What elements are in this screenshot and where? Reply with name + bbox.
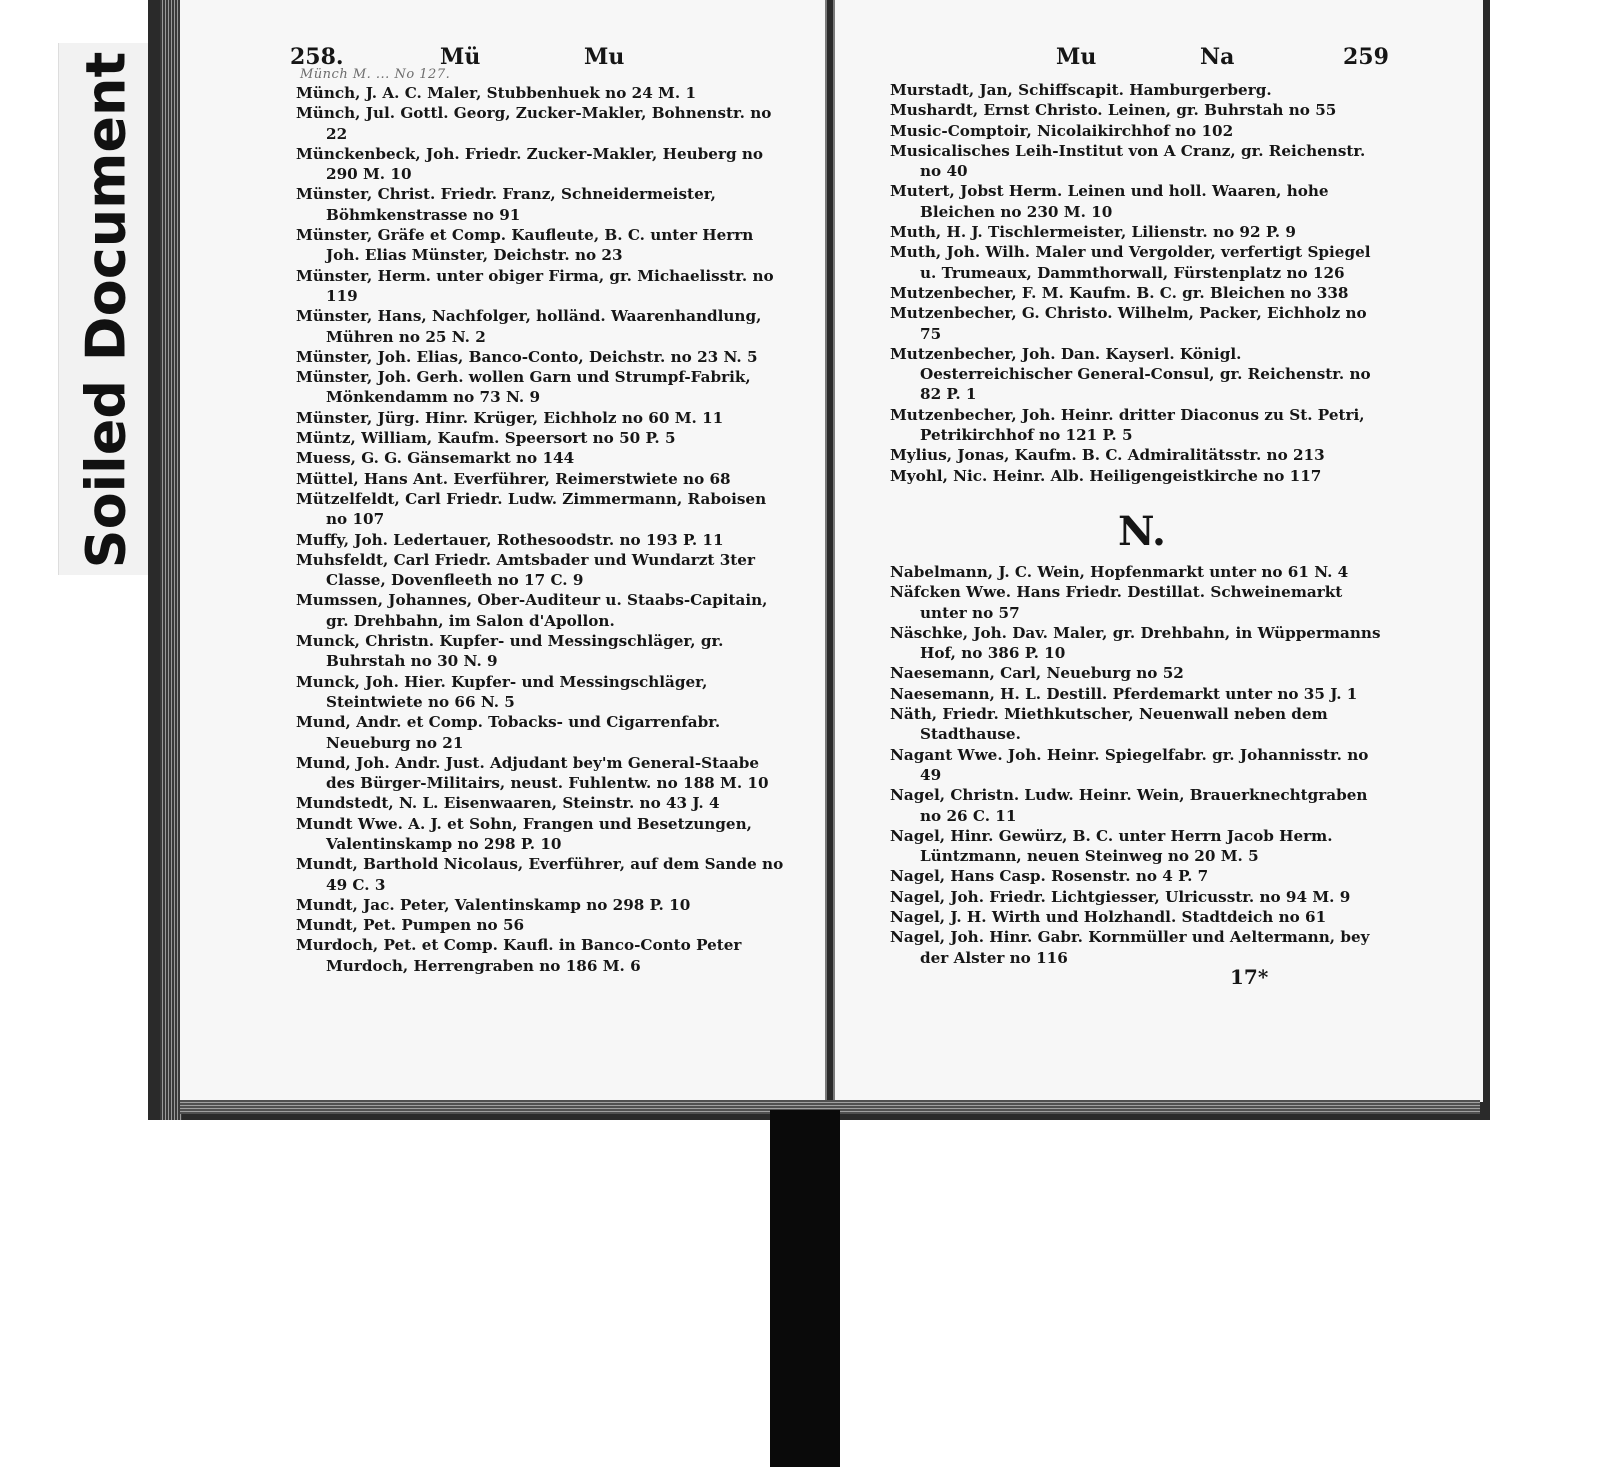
directory-entry: Murdoch, Pet. et Comp. Kaufl. in Banco-Conto Peter Murdoch, Herrengraben no 186 M. 6 [296,936,742,975]
directory-entry: Münster, Christ. Friedr. Franz, Schneidermeister, Böhmkenstrasse no 91 [296,185,716,224]
signature-mark: 17* [1230,965,1269,989]
handwritten-note: Münch M. ... No 127. [300,67,451,82]
directory-entry: Nagant Wwe. Joh. Heinr. Spiegelfabr. gr. Johannisstr. no 49 [890,745,1369,784]
directory-entry: Mutzenbecher, G. Christo. Wilhelm, Packer, Eichholz no 75 [890,304,1367,343]
directory-entry: Mutzenbecher, Joh. Dan. Kayserl. Königl. Oesterreichischer General-Consul, gr. Reichenstr. no 82 P. 1 [890,344,1371,404]
directory-entry: Münster, Hans, Nachfolger, holländ. Waarenhandlung, Mühren no 25 N. 2 [296,307,762,346]
directory-entry: Music-Comptoir, Nicolaikirchhof no 102 [890,121,1234,140]
directory-entry: Mundt, Pet. Pumpen no 56 [296,916,525,935]
directory-entry: Mundt, Barthold Nicolaus, Everführer, auf dem Sande no 49 C. 3 [296,855,784,894]
right-header-left: Mu [1056,44,1097,70]
directory-entry: Münster, Gräfe et Comp. Kaufleute, B. C. unter Herrn Joh. Elias Münster, Deichstr. no 23 [296,226,754,265]
directory-entry: Muhsfeldt, Carl Friedr. Amtsbader und Wundarzt 3ter Classe, Dovenfleeth no 17 C. 9 [296,550,755,590]
directory-entry: Murstadt, Jan, Schiffscapit. Hamburgerberg. [890,81,1272,99]
directory-entry: Munck, Christn. Kupfer- und Messingschläger, gr. Buhrstah no 30 N. 9 [296,632,724,671]
directory-entry: Münch, Jul. Gottl. Georg, Zucker-Makler, Bohnenstr. no 22 [296,104,772,143]
directory-entry: Nagel, Joh. Friedr. Lichtgiesser, Ulricusstr. no 94 M. 9 [890,887,1351,906]
directory-entry: Mund, Joh. Andr. Just. Adjudant bey'm General-Staabe des Bürger-Militairs, neust. Fuhlentw. no 188 M. 10 [296,753,769,793]
directory-entry: Mund, Andr. et Comp. Tobacks- und Cigarrenfabr. Neueburg no 21 [296,713,721,752]
stamp-label: Soiled Document [74,51,138,569]
directory-entry: Münster, Joh. Elias, Banco-Conto, Deichstr. no 23 N. 5 [296,347,758,366]
left-page-number: 258. [290,44,344,70]
directory-entry: Nagel, Christn. Ludw. Heinr. Wein, Brauerknechtgraben no 26 C. 11 [890,786,1368,825]
directory-entry: Mützelfeldt, Carl Friedr. Ludw. Zimmermann, Raboisen no 107 [296,489,767,529]
directory-entry: Nagel, Hans Casp. Rosenstr. no 4 P. 7 [890,867,1209,886]
directory-entry: Nabelmann, J. C. Wein, Hopfenmarkt unter no 61 N. 4 [890,563,1349,581]
directory-entry: Nagel, Hinr. Gewürz, B. C. unter Herrn Jacob Herm. Lüntzmann, neuen Steinweg no 20 M. 5 [890,826,1333,866]
directory-entry: Mundt Wwe. A. J. et Sohn, Frangen und Besetzungen, Valentinskamp no 298 P. 10 [296,814,752,853]
right-directory-entries-m [890,80,1385,486]
directory-entry: Münster, Jürg. Hinr. Krüger, Eichholz no 60 M. 11 [296,408,724,427]
directory-entry: Nagel, J. H. Wirth und Holzhandl. Stadtdeich no 61 [890,908,1327,927]
directory-entry: Mundstedt, N. L. Eisenwaaren, Steinstr. no 43 J. 4 [296,794,720,813]
directory-entry: Mutzenbecher, F. M. Kaufm. B. C. gr. Bleichen no 338 [890,283,1349,302]
directory-entry: Mushardt, Ernst Christo. Leinen, gr. Buhrstah no 55 [890,101,1337,120]
directory-entry: Muth, Joh. Wilh. Maler und Vergolder, verfertigt Spiegel u. Trumeaux, Dammthorwall, Fürstenplatz no 126 [890,243,1371,282]
directory-entry: Münster, Joh. Gerh. wollen Garn und Strumpf-Fabrik, Mönkendamm no 73 N. 9 [296,368,751,407]
section-letter: N. [1118,508,1166,555]
left-directory-entries [296,83,786,976]
directory-entry: Münch, J. A. C. Maler, Stubbenhuek no 24 M. 1 [296,84,697,102]
directory-entry: Naesemann, H. L. Destill. Pferdemarkt unter no 35 J. 1 [890,684,1358,703]
directory-entry: Naesemann, Carl, Neueburg no 52 [890,664,1184,683]
directory-entry: Myohl, Nic. Heinr. Alb. Heiligengeistkirche no 117 [890,466,1322,485]
directory-entry: Muess, G. G. Gänsemarkt no 144 [296,449,575,468]
directory-entry: Mutzenbecher, Joh. Heinr. dritter Diaconus zu St. Petri, Petrikirchhof no 121 P. 5 [890,405,1365,445]
directory-entry: Münster, Herm. unter obiger Firma, gr. Michaelisstr. no 119 [296,266,774,305]
directory-entry: Münckenbeck, Joh. Friedr. Zucker-Makler, Heuberg no 290 M. 10 [296,144,764,184]
directory-entry: Müttel, Hans Ant. Everführer, Reimerstwiete no 68 [296,469,731,488]
directory-entry: Näfcken Wwe. Hans Friedr. Destillat. Schweinemarkt unter no 57 [890,583,1343,622]
right-page-number: 259 [1343,44,1389,70]
directory-entry: Müntz, William, Kaufm. Speersort no 50 P. 5 [296,429,676,448]
directory-entry: Muth, H. J. Tischlermeister, Lilienstr. no 92 P. 9 [890,223,1296,242]
directory-entry: Mundt, Jac. Peter, Valentinskamp no 298 P. 10 [296,895,691,914]
directory-entry: Mutert, Jobst Herm. Leinen und holl. Waaren, hohe Bleichen no 230 M. 10 [890,182,1329,221]
directory-entry: Musicalisches Leih-Institut von A Cranz, gr. Reichenstr. no 40 [890,141,1366,181]
directory-entry: Nagel, Joh. Hinr. Gabr. Kornmüller und Aeltermann, bey der Alster no 116 [890,928,1370,967]
left-header-right: Mu [584,44,625,70]
ribbon-bookmark [770,1110,840,1467]
page-edges [160,0,182,1120]
right-directory-entries-n [890,562,1385,968]
directory-entry: Muffy, Joh. Ledertauer, Rothesoodstr. no 193 P. 11 [296,530,724,549]
directory-entry: Näschke, Joh. Dav. Maler, gr. Drehbahn, in Wüppermanns Hof, no 386 P. 10 [890,623,1381,663]
directory-entry: Näth, Friedr. Miethkutscher, Neuenwall neben dem Stadthause. [890,705,1328,744]
directory-entry: Mumssen, Johannes, Ober-Auditeur u. Staabs-Capitain, gr. Drehbahn, im Salon d'Apollon. [296,591,768,630]
directory-entry: Mylius, Jonas, Kaufm. B. C. Admiralitätsstr. no 213 [890,446,1325,465]
left-header-left: Mü [440,44,481,70]
directory-entry: Munck, Joh. Hier. Kupfer- und Messingschläger, Steintwiete no 66 N. 5 [296,672,708,711]
right-header-right: Na [1200,44,1235,70]
